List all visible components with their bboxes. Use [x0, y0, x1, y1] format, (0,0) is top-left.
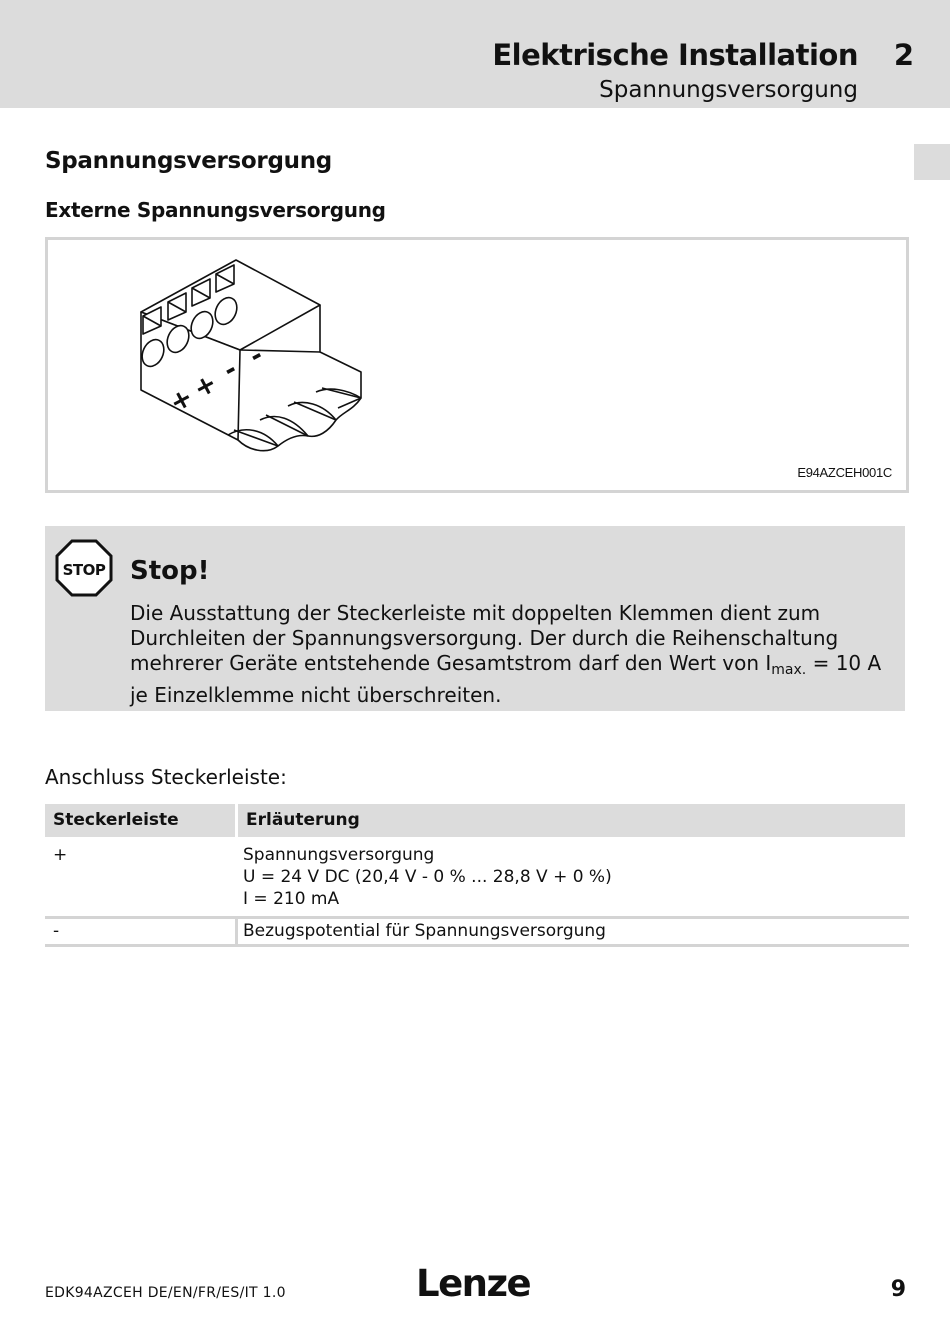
figure-code: E94AZCEH001C — [797, 465, 892, 480]
chapter-number: 2 — [893, 38, 914, 72]
stop-sign-text: STOP — [62, 561, 106, 579]
stop-sign-icon — [55, 539, 113, 597]
terminal-mark-2: + — [188, 368, 223, 405]
table-row-1-explanation: Spannungsversorgung U = 24 V DC (20,4 V - 0 % ... 28,8 V + 0 %) I = 210 mA — [243, 845, 612, 909]
terminal-mark-1: + — [164, 382, 199, 419]
page-number: 9 — [890, 1277, 906, 1302]
terminal-mark-3: - — [218, 354, 243, 386]
table-row-2-terminal: - — [53, 921, 60, 941]
row-divider — [45, 916, 909, 919]
connection-heading: Anschluss Steckerleiste: — [45, 765, 287, 789]
section-subheading: Externe Spannungsversorgung — [45, 198, 386, 222]
row-divider — [45, 944, 909, 947]
chapter-side-tab — [914, 144, 950, 180]
stop-title: Stop! — [130, 556, 210, 586]
figure-box — [45, 237, 909, 493]
page-header — [0, 0, 950, 108]
column-header-terminal: Steckerleiste — [45, 804, 235, 837]
table-row-1-terminal: + — [53, 845, 68, 865]
connector-plug-illustration — [138, 250, 418, 465]
lenze-logo: Lenze — [416, 1262, 531, 1305]
chapter-title: Elektrische Installation — [492, 38, 858, 72]
stop-warning-box — [45, 526, 905, 711]
chapter-subtitle: Spannungsversorgung — [599, 77, 858, 103]
table-row-2-explanation: Bezugspotential für Spannungsversorgung — [243, 921, 606, 941]
column-header-explanation: Erläuterung — [238, 804, 905, 837]
footer-document-id: EDK94AZCEH DE/EN/FR/ES/IT 1.0 — [45, 1285, 286, 1301]
terminal-mark-4: - — [244, 340, 269, 372]
section-heading: Spannungsversorgung — [45, 148, 332, 174]
stop-text: Die Ausstattung der Steckerleiste mit doppelten Klemmen dient zum Durchleiten der Spannungsversorgung. Der durch die Reihenschaltung mehrerer Geräte entstehende Gesamtstrom darf den Wert von $I_{max.} = 10$ A je Einzelklemme nicht überschreiten. — [130, 601, 882, 707]
